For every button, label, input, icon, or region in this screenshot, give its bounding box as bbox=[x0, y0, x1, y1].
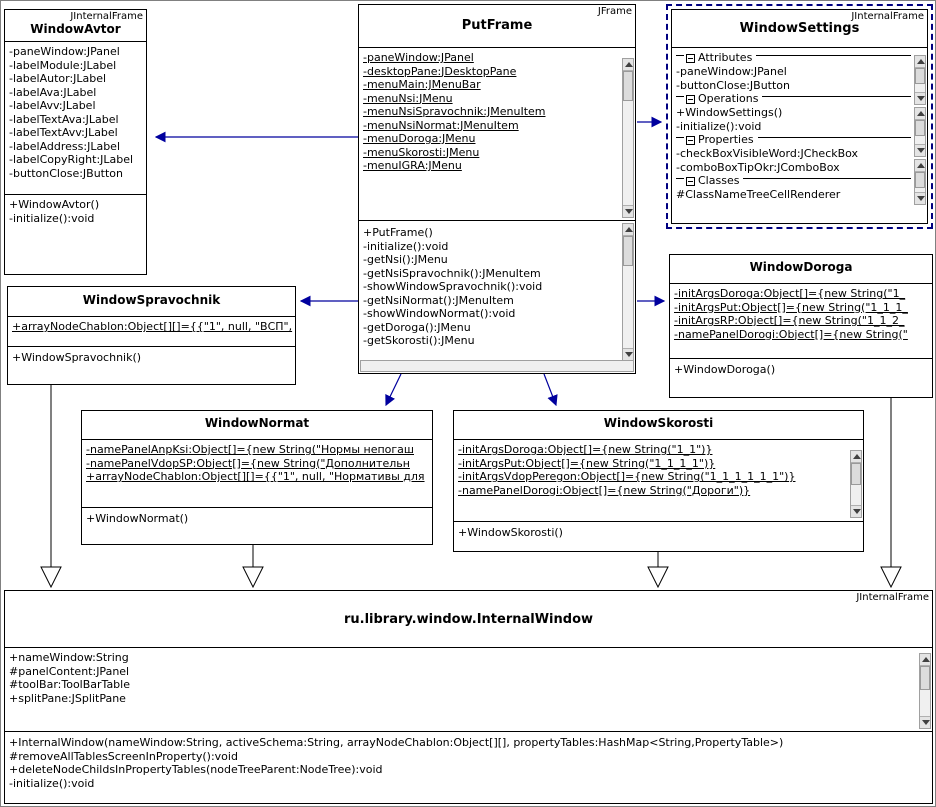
scrollbar-thumb[interactable] bbox=[920, 666, 930, 690]
operation-row: -initialize():void bbox=[363, 239, 449, 253]
attribute-row: -initArgsDoroga:Object[]={new String("1_1")} bbox=[458, 443, 713, 456]
operation-row: -getDoroga():JMenu bbox=[363, 320, 471, 334]
divider bbox=[454, 521, 863, 522]
attribute-row: -menuIGRA:JMenu bbox=[363, 159, 462, 172]
attribute-row: -labelCopyRight:JLabel bbox=[9, 153, 134, 166]
operations-section bbox=[454, 523, 863, 544]
attribute-row: -paneWindow:JPanel bbox=[676, 65, 787, 78]
class-inner-frame bbox=[671, 9, 928, 224]
attribute-row: -initArgsDoroga:Object[]={new String("1_ bbox=[674, 287, 906, 300]
attribute-row: #toolBar:ToolBarTable bbox=[9, 678, 130, 691]
class-box-window-settings[interactable] bbox=[666, 4, 933, 229]
attributes-section bbox=[82, 440, 432, 488]
class-title: PutFrame bbox=[461, 18, 533, 33]
groups-section bbox=[672, 48, 927, 206]
class-title: WindowSpravochnik bbox=[82, 293, 221, 307]
divider bbox=[5, 731, 932, 732]
attribute-row: -initArgsRP:Object[]={new String("1_1_2_ bbox=[674, 314, 905, 327]
operation-row: -initialize():void bbox=[676, 119, 762, 133]
scrollbar-thumb[interactable] bbox=[623, 236, 633, 266]
class-row: #ClassNameTreeCellRenderer bbox=[676, 188, 841, 201]
scroll-up-arrow-icon[interactable] bbox=[920, 654, 930, 666]
operation-row: -showWindowNormat():void bbox=[363, 307, 516, 320]
attribute-row: #panelContent:JPanel bbox=[9, 664, 130, 678]
scrollbar-thumb[interactable] bbox=[915, 68, 925, 84]
attribute-row: -namePanelAnpKsi:Object[]={new String("Нормы непогаш bbox=[86, 443, 414, 456]
attributes-section bbox=[5, 648, 932, 709]
operation-row: -getNsi():JMenu bbox=[363, 253, 448, 266]
group-label: Properties bbox=[698, 133, 754, 146]
frame-tag-label: JInternalFrame bbox=[851, 11, 924, 22]
attribute-row: -labelModule:JLabel bbox=[9, 58, 117, 72]
scrollbar-vertical[interactable] bbox=[914, 159, 926, 205]
attribute-row: -labelTextAvv:JLabel bbox=[9, 126, 118, 139]
operation-row: +InternalWindow(nameWindow:String, activeSchema:String, arrayNodeChablon:Object[][], propertyTables:HashMap<String,PropertyTable>) bbox=[9, 736, 784, 749]
operation-row: -showWindowSpravochnik():void bbox=[363, 280, 543, 293]
group-header[interactable] bbox=[676, 133, 911, 147]
attribute-row: -labelAvv:JLabel bbox=[9, 99, 96, 112]
operation-row: -getNsiNormat():JMenuItem bbox=[363, 293, 514, 307]
scrollbar-thumb[interactable] bbox=[915, 120, 925, 136]
operation-row: -initialize():void bbox=[9, 211, 95, 225]
class-title: WindowAvtor bbox=[30, 22, 121, 36]
attribute-row: +arrayNodeChablon:Object[][]={{"1", null, "Нормативы для bbox=[86, 470, 425, 483]
scroll-down-arrow-icon[interactable] bbox=[915, 192, 925, 204]
attributes-section bbox=[359, 48, 635, 177]
class-box-put-frame[interactable] bbox=[358, 4, 636, 374]
attributes-section bbox=[5, 42, 146, 184]
class-box-window-avtor[interactable] bbox=[4, 9, 147, 275]
attribute-row: -initArgsVdopPeregon:Object[]={new String("1_1_1_1_1_1")} bbox=[458, 470, 796, 483]
operation-row: +deleteNodeChildsInPropertyTables(nodeTreeParent:NodeTree):void bbox=[9, 763, 383, 776]
tree-line bbox=[676, 96, 684, 97]
class-title: ru.library.window.InternalWindow bbox=[343, 612, 594, 627]
class-box-window-skorosti[interactable] bbox=[453, 410, 864, 552]
attribute-row: -desktopPane:JDesktopPane bbox=[363, 64, 517, 78]
attribute-row: -initArgsPut:Object[]={new String("1_1_1_1")} bbox=[458, 456, 716, 470]
divider bbox=[82, 507, 432, 508]
operation-row: +WindowSpravochnik() bbox=[12, 351, 142, 364]
frame-tag-label: JFrame bbox=[597, 6, 632, 17]
tree-line bbox=[676, 55, 684, 56]
group-header[interactable] bbox=[676, 92, 911, 106]
attribute-row: -menuMain:JMenuBar bbox=[363, 78, 481, 91]
operation-row: +WindowAvtor() bbox=[9, 198, 100, 211]
class-title: WindowNormat bbox=[204, 416, 310, 430]
attributes-section bbox=[8, 317, 295, 338]
attribute-row: -menuDoroga:JMenu bbox=[363, 132, 476, 145]
operation-row: -getNsiSpravochnik():JMenuItem bbox=[363, 266, 541, 280]
scrollbar-vertical[interactable] bbox=[919, 653, 931, 729]
collapse-toggle-icon[interactable] bbox=[686, 54, 695, 63]
class-box-window-normat[interactable] bbox=[81, 410, 433, 545]
divider bbox=[670, 358, 932, 359]
attribute-row: -menuNsi:JMenu bbox=[363, 91, 453, 105]
class-box-window-spravochnik[interactable] bbox=[7, 286, 296, 385]
operations-section bbox=[82, 509, 432, 530]
scrollbar-vertical[interactable] bbox=[622, 223, 634, 361]
scrollbar-thumb[interactable] bbox=[623, 71, 633, 101]
property-row: -comboBoxTipOkr:JComboBox bbox=[676, 160, 840, 174]
tree-line bbox=[743, 178, 911, 179]
attribute-row: -namePanelVdopSP:Object[]={new String("Дополнительн bbox=[86, 456, 410, 470]
attribute-row: -labelTextAva:JLabel bbox=[9, 112, 119, 126]
operation-row: +WindowDoroga() bbox=[674, 363, 776, 376]
scroll-up-arrow-icon[interactable] bbox=[623, 59, 633, 71]
attribute-row: -namePanelDorogi:Object[]={new String("Дороги")} bbox=[458, 483, 751, 497]
scrollbar-thumb[interactable] bbox=[851, 463, 861, 485]
operation-row: +WindowSettings() bbox=[676, 106, 783, 119]
operation-row: +WindowSkorosti() bbox=[458, 526, 563, 539]
operation-row: -getSkorosti():JMenu bbox=[363, 334, 475, 347]
frame-tag-label: JInternalFrame bbox=[70, 11, 143, 22]
collapse-toggle-icon[interactable] bbox=[686, 95, 695, 104]
attributes-section bbox=[454, 440, 863, 501]
attribute-row: -paneWindow:JPanel bbox=[9, 45, 120, 58]
operations-section bbox=[8, 348, 295, 369]
attribute-row: +arrayNodeChablon:Object[][]={{"1", null, "ВСП", bbox=[12, 320, 293, 333]
attribute-row: -initArgsPut:Object[]={new String("1_1_1_ bbox=[674, 300, 908, 314]
operation-row: +WindowNormat() bbox=[86, 512, 189, 525]
operations-section bbox=[670, 360, 932, 381]
group-label: Attributes bbox=[698, 51, 753, 64]
attribute-row: -labelAddress:JLabel bbox=[9, 139, 121, 153]
divider bbox=[359, 220, 635, 221]
operations-section bbox=[359, 223, 619, 352]
property-row: -checkBoxVisibleWord:JCheckBox bbox=[676, 147, 859, 160]
tree-line bbox=[676, 178, 684, 179]
scroll-up-arrow-icon[interactable] bbox=[915, 56, 925, 68]
scroll-up-arrow-icon[interactable] bbox=[915, 108, 925, 120]
frame-tag-label: JInternalFrame bbox=[856, 592, 929, 603]
tree-line bbox=[758, 137, 911, 138]
scrollbar-thumb[interactable] bbox=[915, 172, 925, 188]
operations-section bbox=[5, 733, 914, 794]
class-box-window-doroga[interactable] bbox=[669, 254, 933, 398]
class-title: WindowDoroga bbox=[749, 260, 853, 274]
scroll-down-arrow-icon[interactable] bbox=[915, 144, 925, 156]
group-header[interactable] bbox=[676, 51, 911, 65]
tree-line bbox=[762, 96, 911, 97]
operation-row: #removeAllTablesScreenInProperty():void bbox=[9, 749, 238, 763]
scroll-up-arrow-icon[interactable] bbox=[851, 451, 861, 463]
tree-line bbox=[676, 137, 684, 138]
operation-row: -initialize():void bbox=[9, 776, 95, 790]
attribute-row: +nameWindow:String bbox=[9, 651, 129, 664]
divider bbox=[8, 346, 295, 347]
group-header[interactable] bbox=[676, 174, 911, 188]
group-label: Operations bbox=[698, 92, 759, 105]
attribute-row: -buttonClose:JButton bbox=[9, 166, 124, 180]
attribute-row: +splitPane:JSplitPane bbox=[9, 691, 126, 705]
scroll-down-arrow-icon[interactable] bbox=[915, 92, 925, 104]
attribute-row: -menuNsiNormat:JMenuItem bbox=[363, 118, 519, 132]
scroll-down-arrow-icon[interactable] bbox=[851, 505, 861, 517]
scroll-down-arrow-icon[interactable] bbox=[623, 205, 633, 217]
scrollbar-vertical[interactable] bbox=[850, 450, 862, 518]
scrollbar-vertical[interactable] bbox=[914, 107, 926, 157]
attribute-row: -paneWindow:JPanel bbox=[363, 51, 474, 64]
tree-line bbox=[756, 55, 911, 56]
scrollbar-horizontal[interactable] bbox=[360, 360, 634, 372]
scroll-down-arrow-icon[interactable] bbox=[920, 716, 930, 728]
class-title: WindowSkorosti bbox=[603, 416, 714, 430]
attribute-row: -menuSkorosti:JMenu bbox=[363, 145, 480, 159]
scrollbar-vertical[interactable] bbox=[622, 58, 634, 218]
group-label: Classes bbox=[698, 174, 740, 187]
scroll-up-arrow-icon[interactable] bbox=[915, 160, 925, 172]
attribute-row: -buttonClose:JButton bbox=[676, 78, 791, 92]
attribute-row: -labelAutor:JLabel bbox=[9, 72, 107, 85]
attributes-section bbox=[670, 284, 932, 345]
collapse-toggle-icon[interactable] bbox=[686, 136, 695, 145]
collapse-toggle-icon[interactable] bbox=[686, 177, 695, 186]
scroll-up-arrow-icon[interactable] bbox=[623, 224, 633, 236]
scroll-down-arrow-icon[interactable] bbox=[623, 348, 633, 360]
attribute-row: -labelAva:JLabel bbox=[9, 85, 97, 99]
class-box-internal-window[interactable] bbox=[4, 590, 933, 804]
class-title: WindowSettings bbox=[739, 21, 860, 36]
operation-row: +PutFrame() bbox=[363, 226, 433, 239]
operations-section bbox=[5, 195, 146, 229]
attribute-row: -menuNsiSpravochnik:JMenuItem bbox=[363, 105, 546, 118]
attribute-row: -namePanelDorogi:Object[]={new String(" bbox=[674, 327, 908, 341]
scrollbar-vertical[interactable] bbox=[914, 55, 926, 105]
